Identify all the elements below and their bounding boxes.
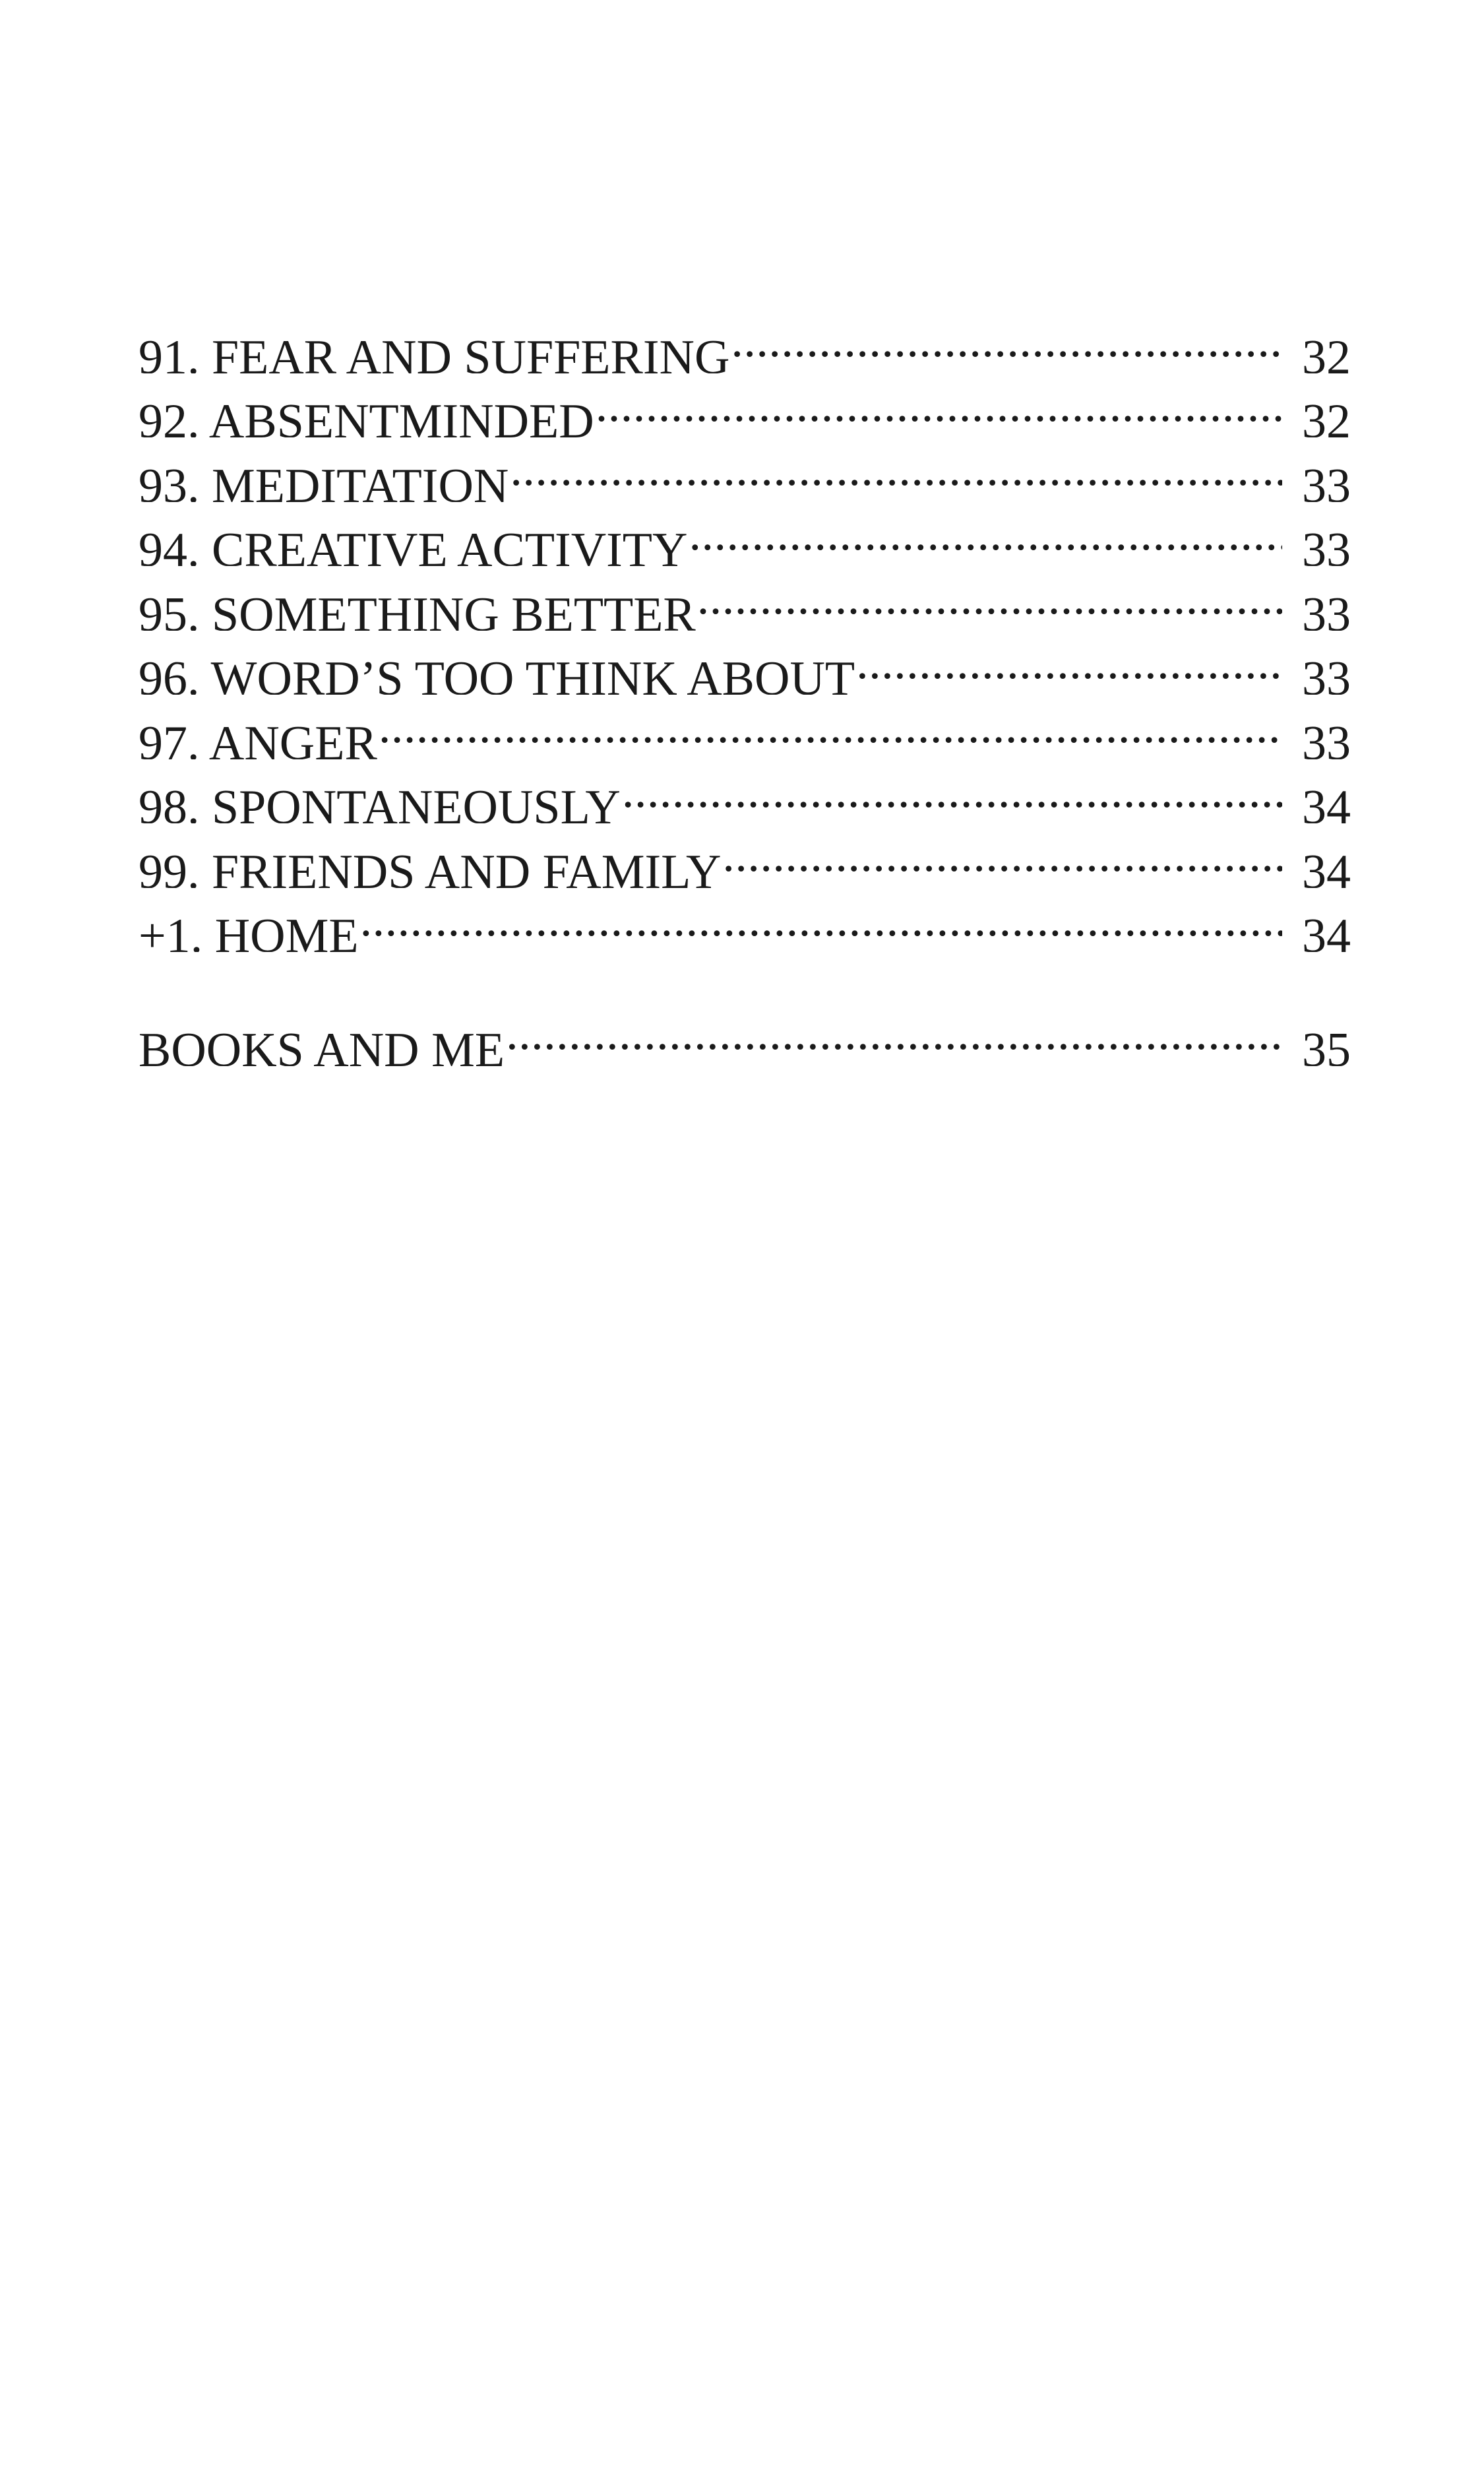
toc-page-number: 34 (1302, 780, 1351, 823)
toc-page-number: 34 (1302, 909, 1351, 952)
toc-page-number: 35 (1302, 1023, 1351, 1066)
toc-entry-title: 93. MEDITATION (139, 459, 509, 502)
toc-dot-leader (505, 1001, 1282, 1066)
toc-page-number: 33 (1302, 459, 1351, 502)
toc-dot-leader (377, 695, 1282, 759)
toc-page-number: 33 (1302, 587, 1351, 631)
toc-entry-title: 96. WORD’S TOO THINK ABOUT (139, 652, 855, 695)
table-of-contents (139, 309, 1351, 1066)
toc-dot-leader (729, 309, 1282, 373)
toc-dot-leader (696, 566, 1282, 631)
toc-entry[interactable] (139, 631, 1351, 695)
toc-dot-leader (594, 373, 1282, 438)
toc-entry-title: 94. CREATIVE ACTIVITY (139, 523, 688, 566)
toc-dot-leader (687, 502, 1282, 567)
toc-entry[interactable] (139, 695, 1351, 759)
toc-dot-leader (621, 759, 1282, 824)
toc-entry[interactable] (139, 823, 1351, 888)
toc-entry-title: +1. HOME (139, 909, 359, 952)
toc-page-number: 32 (1302, 395, 1351, 437)
toc-dot-leader (359, 888, 1282, 953)
toc-entry-title: 95. SOMETHING BETTER (139, 587, 696, 631)
toc-page-number: 33 (1302, 716, 1351, 759)
toc-entry[interactable] (139, 888, 1351, 953)
toc-dot-leader (509, 437, 1282, 502)
toc-page-number: 32 (1302, 330, 1351, 373)
toc-entry[interactable] (139, 437, 1351, 502)
toc-entry[interactable] (139, 566, 1351, 631)
toc-entry-title: 91. FEAR AND SUFFERING (139, 330, 730, 373)
toc-page-number: 33 (1302, 652, 1351, 695)
toc-entry-title: 92. ABSENTMINDED (139, 395, 594, 437)
toc-entry-title: 98. SPONTANEOUSLY (139, 780, 621, 823)
toc-dot-leader (721, 823, 1282, 888)
toc-entry[interactable] (139, 1001, 1351, 1066)
toc-entry[interactable] (139, 309, 1351, 373)
toc-entry[interactable] (139, 502, 1351, 567)
toc-entry[interactable] (139, 373, 1351, 438)
toc-entry-title: BOOKS AND ME (139, 1023, 505, 1066)
toc-entry-title: 99. FRIENDS AND FAMILY (139, 844, 722, 888)
toc-dot-leader (855, 631, 1282, 695)
toc-page-number: 33 (1302, 523, 1351, 566)
toc-page-number: 34 (1302, 844, 1351, 888)
toc-entry-title: 97. ANGER (139, 716, 377, 759)
toc-entry[interactable] (139, 759, 1351, 824)
